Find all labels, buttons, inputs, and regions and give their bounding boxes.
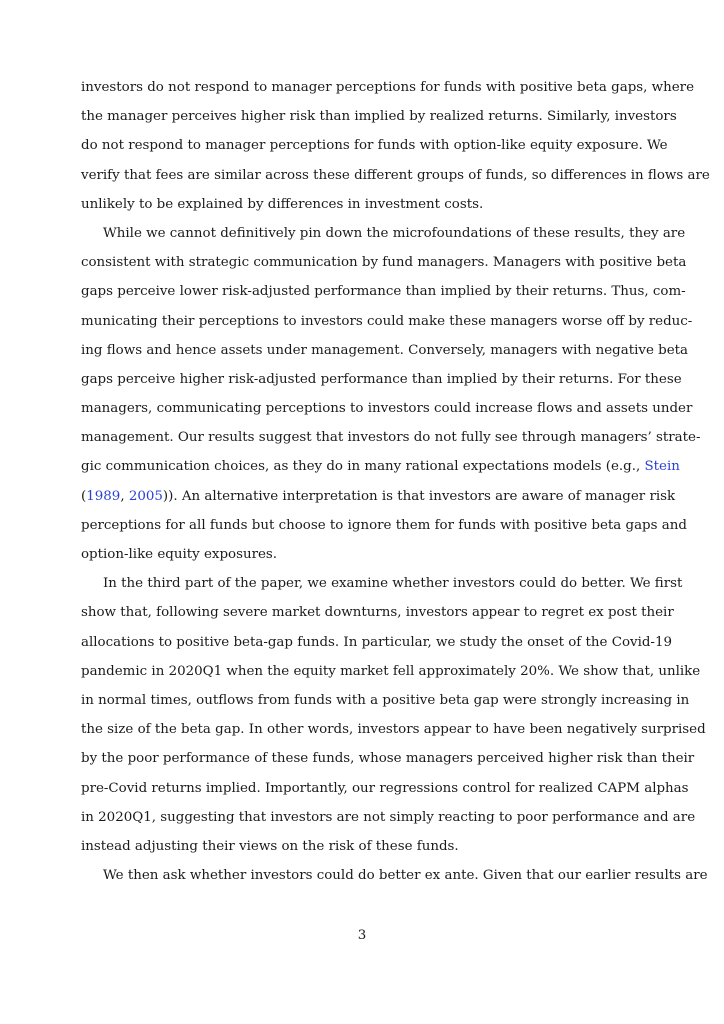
text-line [81, 423, 701, 452]
text-segment: managers, communicating perceptions to investors could increase flows and assets under [81, 401, 693, 417]
text-segment: pre-Covid returns implied. Importantly, our regressions control for realized CAPM alphas [81, 780, 689, 796]
text-segment: municating their perceptions to investors could make these managers worse off by reduc- [81, 313, 693, 329]
text-segment: consistent with strategic communication by fund managers. Managers with positive beta [81, 255, 687, 271]
text-line [81, 248, 687, 277]
text-segment: instead adjusting their views on the risk of these funds. [81, 838, 459, 854]
page-number: 3 [357, 928, 367, 943]
text-segment: in normal times, outflows from funds with a positive beta gap were strongly increasing in [81, 692, 690, 708]
text-segment: option-like equity exposures. [81, 547, 278, 562]
text-line [81, 161, 710, 190]
text-line [81, 628, 672, 657]
text-line [81, 365, 682, 394]
text-line [81, 277, 686, 306]
text-line [81, 686, 690, 715]
text-line [81, 861, 708, 890]
text-line [81, 511, 687, 540]
text-line [81, 102, 677, 131]
text-line [81, 307, 693, 336]
text-segment: the size of the beta gap. In other words, investors appear to have been negatively surprised [81, 722, 706, 738]
text-segment: In the third part of the paper, we examine whether investors could do better. We first [103, 576, 683, 592]
paragraph [81, 73, 710, 219]
citation-link[interactable]: 1989 [86, 488, 121, 504]
text-line [81, 452, 680, 481]
text-segment: While we cannot definitively pin down the microfoundations of these results, they are [103, 225, 686, 241]
text-line [81, 73, 695, 102]
text-segment: gaps perceive lower risk-adjusted performance than implied by their returns. Thus, com- [81, 284, 686, 300]
text-segment: do not respond to manager perceptions for funds with option-like equity exposure. We [81, 138, 668, 154]
citation-link[interactable]: Stein [644, 459, 680, 475]
text-line [81, 219, 686, 248]
text-line [81, 190, 642, 219]
text-segment: allocations to positive beta-gap funds. In particular, we study the onset of the Covid-19 [81, 634, 672, 650]
text-segment: pandemic in 2020Q1 when the equity market fell approximately 20%. We show that, unlike [81, 663, 701, 679]
text-line [81, 744, 695, 773]
text-line [81, 336, 688, 365]
text-segment: in 2020Q1, suggesting that investors are not simply reacting to poor performance and are [81, 809, 696, 825]
page-body [81, 73, 710, 890]
text-line [81, 540, 642, 569]
text-line [81, 774, 689, 803]
text-segment: perceptions for all funds but choose to ignore them for funds with positive beta gaps and [81, 517, 687, 533]
text-segment: investors do not respond to manager perceptions for funds with positive beta gaps, where [81, 80, 695, 95]
text-segment: gic communication choices, as they do in many rational expectations models (e.g., [81, 459, 645, 475]
paragraph [81, 569, 706, 861]
text-line [81, 715, 706, 744]
text-segment: by the poor performance of these funds, whose managers perceived higher risk than their [81, 751, 695, 767]
text-segment: gaps perceive higher risk-adjusted performance than implied by their returns. For these [81, 371, 682, 387]
paragraph [81, 219, 701, 569]
text-line [81, 598, 674, 627]
text-line [81, 394, 693, 423]
text-segment: verify that fees are similar across these different groups of funds, so differences in flows are [81, 167, 710, 183]
text-line [81, 482, 676, 511]
text-segment: management. Our results suggest that investors do not fully see through managers’ strate- [81, 430, 701, 446]
paragraph [81, 861, 708, 890]
paragraph-container [81, 73, 710, 890]
text-segment: , [120, 488, 129, 504]
text-line [81, 657, 701, 686]
text-segment: We then ask whether investors could do better ex ante. Given that our earlier results are [103, 868, 708, 884]
text-line [81, 131, 668, 160]
text-segment: unlikely to be explained by differences in investment costs. [81, 196, 484, 212]
text-segment: )). An alternative interpretation is that investors are aware of manager risk [162, 488, 676, 504]
citation-link[interactable]: 2005 [128, 488, 163, 504]
text-line [81, 803, 696, 832]
text-line [81, 832, 642, 861]
text-segment: ing flows and hence assets under management. Conversely, managers with negative beta [81, 342, 688, 358]
text-segment: show that, following severe market downturns, investors appear to regret ex post their [81, 605, 674, 621]
text-segment: the manager perceives higher risk than implied by realized returns. Similarly, investors [81, 109, 677, 125]
text-line [81, 569, 683, 598]
text-segment: ( [81, 488, 87, 504]
